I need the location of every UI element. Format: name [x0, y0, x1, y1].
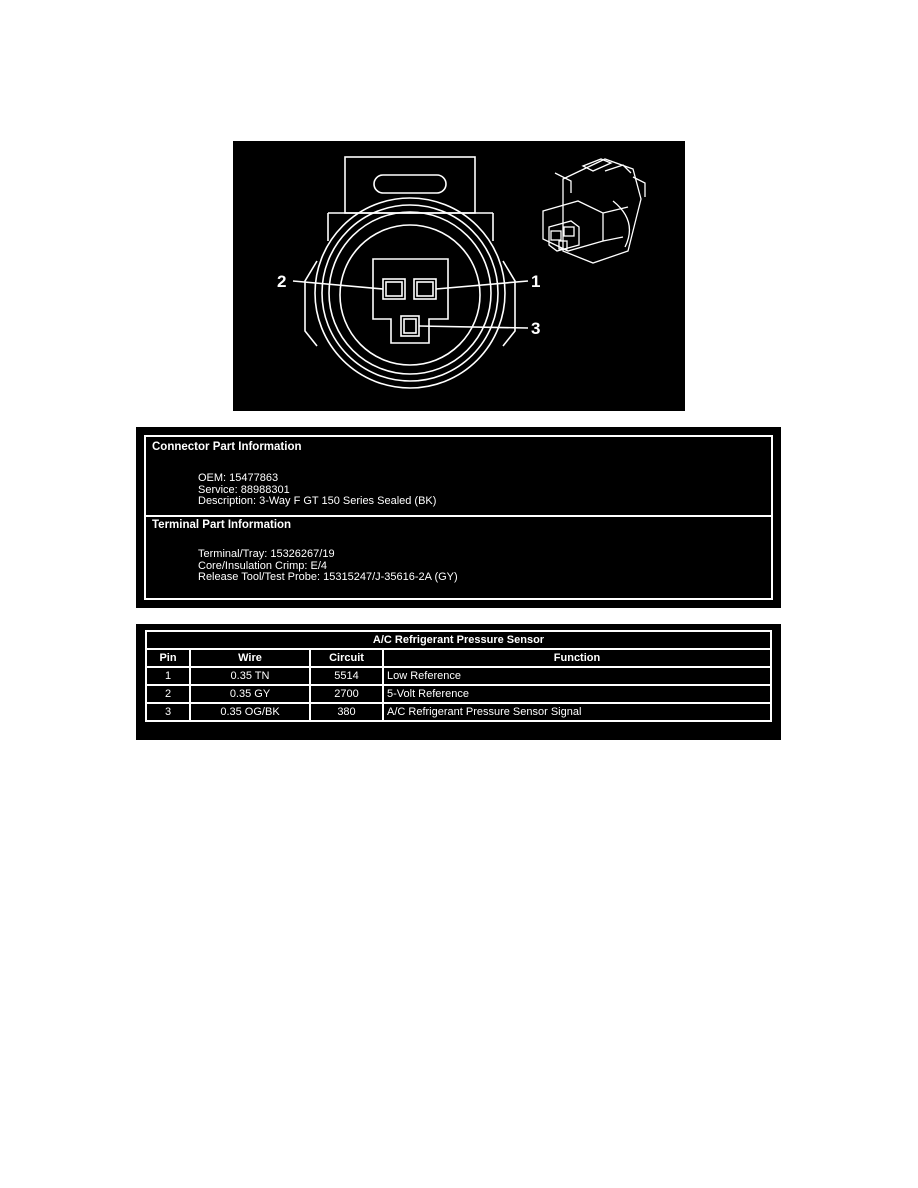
pin-label-2: 2 [277, 272, 287, 291]
terminal-part-info-title: Terminal Part Information [152, 519, 292, 531]
connector-part-info [144, 435, 773, 517]
table-row [146, 703, 771, 721]
connector-oem: OEM: 15477863 [198, 472, 279, 484]
cell-pin: 3 [146, 703, 190, 721]
header-circuit: Circuit [310, 649, 383, 667]
outer-ring-1 [315, 198, 505, 388]
pin-table [145, 630, 772, 722]
outer-ring-2 [322, 205, 498, 381]
pin-label-3: 3 [531, 319, 541, 338]
connector-isometric-view [543, 159, 645, 263]
pin-table-panel [136, 624, 781, 740]
pin-table-header [146, 649, 771, 667]
header-function: Function [383, 649, 771, 667]
terminal-crimp: Core/Insulation Crimp: E/4 [198, 559, 327, 572]
connector-face-view [233, 141, 685, 411]
cell-wire: 0.35 GY [190, 685, 310, 703]
cell-pin: 1 [146, 667, 190, 685]
cell-function: A/C Refrigerant Pressure Sensor Signal [383, 703, 771, 721]
terminal-part-info [144, 517, 773, 600]
connector-part-info-title: Connector Part Information [152, 441, 302, 453]
cell-wire: 0.35 OG/BK [190, 703, 310, 721]
part-information-panel [136, 427, 781, 608]
pin-label-1: 1 [531, 272, 541, 291]
terminal-housing [373, 259, 448, 343]
cell-wire: 0.35 TN [190, 667, 310, 685]
outer-ring-3 [329, 212, 491, 374]
header-pin: Pin [146, 649, 190, 667]
table-row [146, 667, 771, 685]
terminal-release-tool: Release Tool/Test Probe: 15315247/J-35616-2A (GY) [198, 571, 458, 583]
inner-ring [340, 225, 480, 365]
cell-pin: 2 [146, 685, 190, 703]
table-row [146, 685, 771, 703]
cell-circuit: 2700 [310, 685, 383, 703]
cell-circuit: 380 [310, 703, 383, 721]
leader-line-pin-2 [293, 281, 383, 289]
leader-line-pin-3 [419, 326, 528, 328]
connector-description: Description: 3-Way F GT 150 Series Sealed (BK) [198, 495, 437, 507]
connector-service: Service: 88988301 [198, 483, 290, 496]
lock-slot [374, 175, 446, 193]
connector-diagram [233, 141, 685, 411]
terminal-tray: Terminal/Tray: 15326267/19 [198, 548, 335, 560]
header-wire: Wire [190, 649, 310, 667]
pin-table-title: A/C Refrigerant Pressure Sensor [146, 631, 771, 649]
cell-function: Low Reference [383, 667, 771, 685]
cell-function: 5-Volt Reference [383, 685, 771, 703]
cell-circuit: 5514 [310, 667, 383, 685]
